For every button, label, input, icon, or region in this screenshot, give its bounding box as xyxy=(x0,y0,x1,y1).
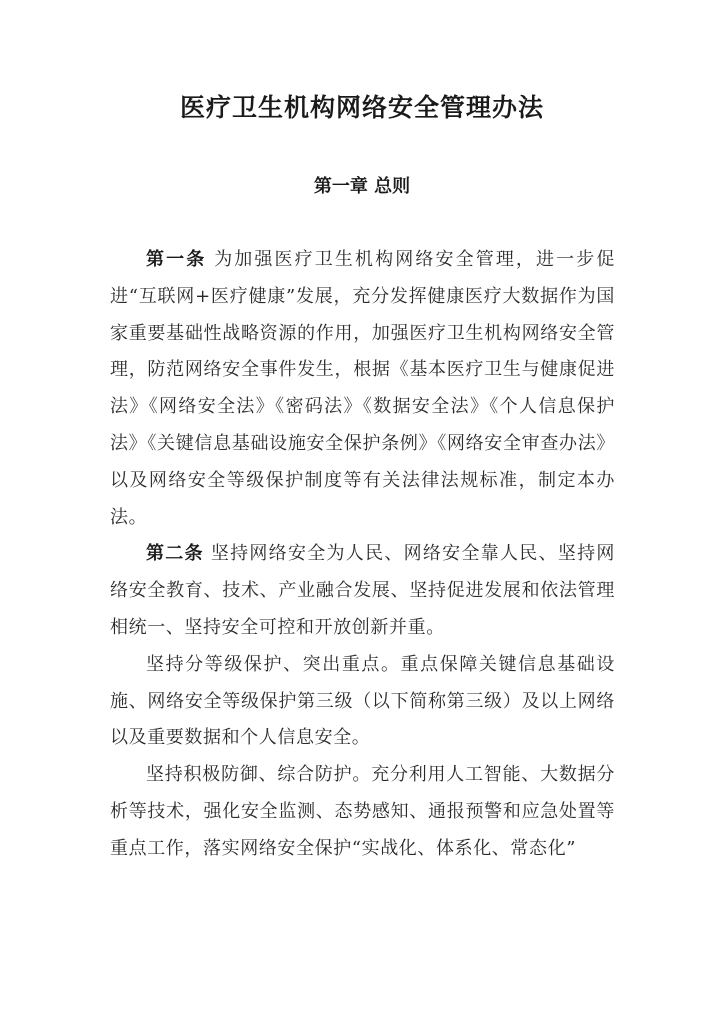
chapter-heading: 第一章 总则 xyxy=(313,176,411,197)
paragraph-text: 坚持分等级保护、突出重点。重点保障关键信息基础设施、网络安全等级保护第三级（以下简称第三级）及以上网络以及重要数据和个人信息安全。 xyxy=(110,653,615,749)
document-body xyxy=(110,242,615,868)
article-label: 第一条 xyxy=(146,249,207,270)
paragraph-text: 为加强医疗卫生机构网络安全管理，进一步促进“互联网+医疗健康”发展，充分发挥健康医疗大数据作为国家重要基础性战略资源的作用，加强医疗卫生机构网络安全管理，防范网络安全事件发生，根据《基本医疗卫生与健康促进法》《网络安全法》《密码法》《数据安全法》《个人信息保护法》《关键信息基础设施安全保护条例》《网络安全审查办法》以及网络安全等级保护制度等有关法律法规标准，制定本办法。 xyxy=(110,249,615,528)
article-1-paragraph xyxy=(110,242,615,536)
paragraph-text: 坚持网络安全为人民、网络安全靠人民、坚持网络安全教育、技术、产业融合发展、坚持促进发展和依法管理相统一、坚持安全可控和开放创新并重。 xyxy=(110,543,615,638)
article-label: 第二条 xyxy=(146,543,204,565)
article-2-paragraph xyxy=(110,536,615,646)
principle-grading-paragraph xyxy=(110,647,615,757)
paragraph-text: 坚持积极防御、综合防护。充分利用人工智能、大数据分析等技术，强化安全监测、态势感知、通报预警和应急处置等重点工作，落实网络安全保护“实战化、体系化、常态化” xyxy=(110,764,615,859)
principle-defense-paragraph xyxy=(110,757,615,867)
document-title: 医疗卫生机构网络安全管理办法 xyxy=(179,93,544,122)
